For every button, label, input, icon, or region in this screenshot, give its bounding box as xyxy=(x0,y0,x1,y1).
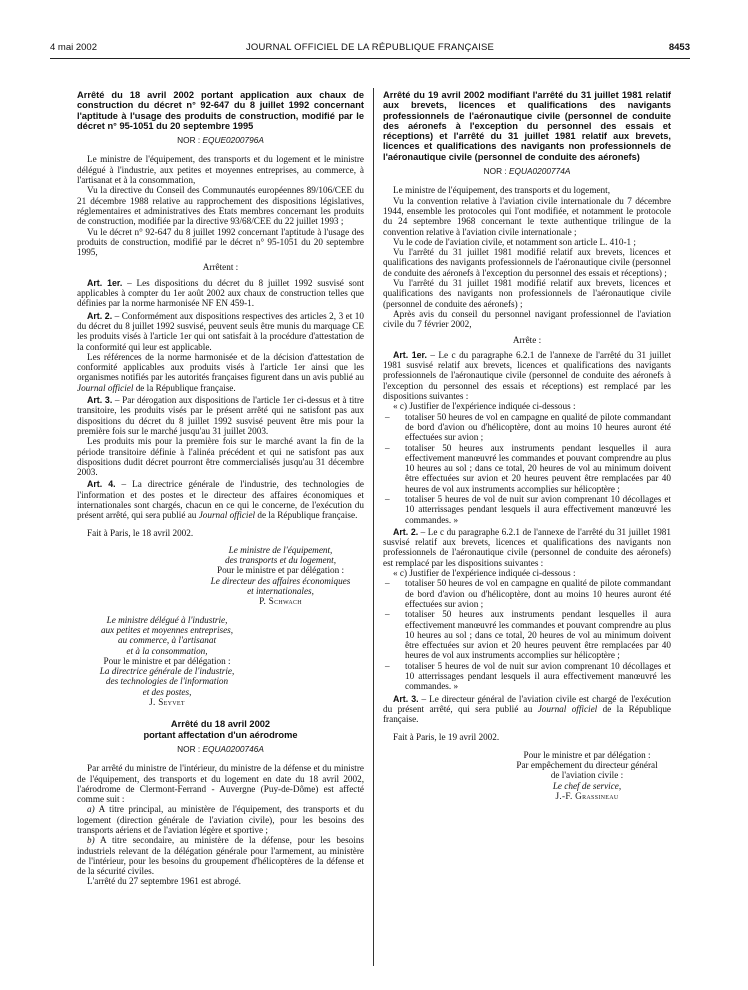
body-paragraph: a) A titre principal, au ministère de l'équipement, des transports et du logement (direction générale de l'aviation civile), pour les besoins des transports aériens et de l'aviation légère et sportive ; xyxy=(77,804,364,835)
signatory-name: P. Schwach xyxy=(259,596,302,607)
visa-paragraph: Vu la directive du Conseil des Communautés européennes 89/106/CEE du 21 décembre 1988 relative au rapprochement des dispositions législatives, réglementaires et administratives des Etats membres concernant les produits de construction, modifiée par la directive 93/68/CEE du 22 juillet 1993 ; xyxy=(77,185,364,227)
decree-title-aerodrome: Arrêté du 18 avril 2002 portant affectation d'un aérodrome xyxy=(143,719,298,740)
article-label: Art. 3. xyxy=(87,395,113,406)
visa-paragraph: Vu l'arrêté du 31 juillet 1981 modifié relatif aux brevets, licences et qualifications des navigants non professionnels de l'aéronautique civile (personnel de conduite des aéronefs) ; xyxy=(383,278,671,309)
list-item: – totaliser 5 heures de vol de nuit sur avion comprenant 10 décollages et 10 atterrissages pendant lesquels il aura effectivement manœuvré les commandes. » xyxy=(383,494,671,525)
signature-dgac: Pour le ministre et par délégation : Par empêchement du directeur général de l'aviation civile : Le chef de service, J.-F. Grassineau xyxy=(503,750,671,801)
nor-code: EQUA0200774A xyxy=(509,166,571,177)
arretent-heading: Arrêtent : xyxy=(202,262,239,273)
page-header xyxy=(50,42,690,58)
header-rule xyxy=(50,58,690,59)
list-item: – totaliser 50 heures aux instruments pendant lesquelles il aura effectivement manœuvré les commandes et pouvant comprendre au plus 10 heures au sol ; dans ce total, 20 heures de vol au minimum doivent être effectuées sur avion et 20 heures peuvent être remplacées par 40 heures de vol aux instruments accomplies sur hélicoptère ; xyxy=(383,609,671,660)
signature-minister-equipment: Le ministre de l'équipement, des transports et du logement, Pour le ministre et par délégation : Le directeur des affaires économiques et internationales, P. Schwach xyxy=(197,545,364,607)
article-intro: « c) Justifier de l'expérience indiquée ci-dessous : xyxy=(393,568,576,579)
page-number: 8453 xyxy=(668,42,690,53)
nor-code: EQUE0200796A xyxy=(202,135,264,146)
right-column xyxy=(383,90,671,801)
article-intro: « c) Justifier de l'expérience indiquée ci-dessous : xyxy=(393,401,576,412)
visa-paragraph: Vu l'arrêté du 31 juillet 1981 modifié relatif aux brevets, licences et qualifications des navigants professionnels de l'aéronautique civile (personnel de conduite des aéronefs à l'exception du personnel des essais et réceptions) ; xyxy=(383,247,671,278)
decree-title-chaux: Arrêté du 18 avril 2002 portant application aux chaux de construction du décret n° 92-647 du 8 juillet 1992 concernant l'aptitude à l'usage des produits de construction, modifié par le décret n° 95-1051 du 20 septembre 1995 xyxy=(77,90,364,131)
signatory-name: J.-F. Grassineau xyxy=(555,791,619,801)
list-item: – totaliser 50 heures de vol en campagne en qualité de pilote commandant de bord d'avion ou d'hélicoptère, dont au moins 10 heures auront été effectuées sur avion ; xyxy=(383,578,671,609)
article-2-paragraph: Les références de la norme harmonisée et de la décision d'attestation de conformité applicables aux produits visés à l'article 1er ainsi que les organismes notifiés par les autorités françaises figurent dans un avis publié au Journal officiel de la République française. xyxy=(77,351,364,393)
article-label: Art. 1er. xyxy=(87,277,123,288)
article-3: Art. 3. – Le directeur général de l'aviation civile est chargé de l'exécution du présent arrêté, qui sera publié au Journal officiel de la République française. xyxy=(383,693,672,725)
nor-reference: NOR : EQUE0200796A xyxy=(177,135,264,146)
visa-paragraph: Vu la convention relative à l'aviation civile internationale du 7 décembre 1944, ensemble les protocoles qui l'ont modifiée, et notamment le protocole du 24 septembre 1968 concernant le texte authentique trilingue de la convention relative à l'aviation civile internationale ; xyxy=(383,195,671,237)
list-item: – totaliser 50 heures aux instruments pendant lesquelles il aura effectivement manœuvré les commandes et pouvant comprendre au plus 10 heures au sol ; dans ce total, 20 heures de vol au minimum doivent être effectuées sur avion et 20 heures peuvent être remplacées par 40 heures de vol aux instruments accomplies sur hélicoptère ; xyxy=(383,443,671,494)
article-3: Art. 3. – Par dérogation aux dispositions de l'article 1er ci-dessus et à titre transitoire, les produits visés par le présent arrêté qui ne satisfont pas aux dispositions du décret du 8 juillet 1992 susvisé peuvent être mis pour la première fois sur le marché jusqu'au 31 juillet 2003. xyxy=(77,395,364,436)
signing-date: Fait à Paris, le 18 avril 2002. xyxy=(87,527,194,538)
visa-paragraph: Le ministre de l'équipement, des transports et du logement et le ministre délégué à l'industrie, aux petites et moyennes entreprises, au commerce, à l'artisanat et à la consommation, xyxy=(77,154,364,186)
signature-minister-industry: Le ministre délégué à l'industrie, aux petites et moyennes entreprises, au commerce, à l'artisanat et à la consommation, Pour le ministre et par délégation : La directrice générale de l'industrie, des technologies de l'information et des postes, J. Seyvet xyxy=(67,615,267,708)
article-2: Art. 2. – Le c du paragraphe 6.2.1 de l'annexe de l'arrêté du 31 juillet 1981 susvisé relatif aux brevets, licences et qualifications des navigants non professionnels de l'aéronautique civile (personnel de conduite des aéronefs) est remplacé par les dispositions suivantes : xyxy=(383,526,671,568)
visa-paragraph: Vu le décret n° 92-647 du 8 juillet 1992 concernant l'aptitude à l'usage des produits de construction, modifié par le décret n° 95-1051 du 20 septembre 1995, xyxy=(77,226,364,258)
article-4: Art. 4. – La directrice générale de l'industrie, des technologies de l'information et des postes et le directeur des affaires économiques et internationales sont chargés, chacun en ce qui le concerne, de l'exécution du présent arrêté, qui sera publié au Journal officiel de la République française. xyxy=(77,479,364,521)
visa-paragraph: Le ministre de l'équipement, des transports et du logement, xyxy=(393,185,610,196)
article-label: Art. 3. xyxy=(393,693,419,704)
list-item: – totaliser 50 heures de vol en campagne en qualité de pilote commandant de bord d'avion ou d'hélicoptère, dont au moins 10 heures auront été effectuées sur avion ; xyxy=(383,412,671,443)
body-paragraph: b) A titre secondaire, au ministère de la défense, pour les besoins industriels relevant de la délégation générale pour l'armement, au ministère de l'intérieur, pour les besoins du groupement d'hélicoptères de la défense et de la sécurité civiles. xyxy=(77,835,364,877)
list-item: – totaliser 5 heures de vol de nuit sur avion comprenant 10 décollages et 10 atterrissages pendant lesquels il aura effectivement manœuvré les commandes. » xyxy=(383,661,671,692)
column-divider xyxy=(373,88,374,966)
article-2: Art. 2. – Conformément aux dispositions respectives des articles 2, 3 et 10 du décret du 8 juillet 1992 susvisé, peuvent seuls être munis du marquage CE les produits visés à l'article 1er qui ont satisfait à la procédure d'attestation de la conformité qui leur est applicable. xyxy=(77,310,364,352)
signing-date: Fait à Paris, le 19 avril 2002. xyxy=(393,731,500,742)
visa-paragraph: Vu le code de l'aviation civile, et notamment son article L. 410-1 ; xyxy=(393,236,636,247)
arrete-heading: Arrête : xyxy=(512,334,542,345)
article-label: Art. 2. xyxy=(393,526,419,537)
header-date: 4 mai 2002 xyxy=(50,42,98,53)
article-1: Art. 1er. – Les dispositions du décret du 8 juillet 1992 susvisé sont applicables à compter du 1er août 2002 aux chaux de construction telles que définies par la norme harmonisée NF EN 459-1. xyxy=(77,277,365,309)
article-label: Art. 2. xyxy=(87,310,113,321)
body-paragraph: Par arrêté du ministre de l'intérieur, du ministre de la défense et du ministre de l'équipement, des transports et du logement en date du 18 avril 2002, l'aérodrome de Clermont-Ferrand - Auvergne (Puy-de-Dôme) est affecté comme suit : xyxy=(77,763,364,805)
left-column xyxy=(77,90,364,887)
article-label: Art. 1er. xyxy=(393,349,427,360)
requirements-list xyxy=(383,412,671,525)
requirements-list xyxy=(383,578,671,691)
decree-title-aviation: Arrêté du 19 avril 2002 modifiant l'arrêté du 31 juillet 1981 relatif aux brevets, licences et qualifications des navigants professionnels de l'aéronautique civile (personnel de conduite des aéronefs à l'exception du personnel des essais et réceptions) et l'arrêté du 31 juillet 1981 relatif aux brevets, licences et qualifications des navigants non professionnels de l'aéronautique civile (personnel de conduite des aéronefs) xyxy=(383,90,671,162)
nor-code: EQUA0200746A xyxy=(202,743,264,754)
nor-reference: NOR : EQUA0200746A xyxy=(177,743,264,754)
signature-block xyxy=(77,545,364,707)
article-3-paragraph: Les produits mis pour la première fois sur le marché avant la fin de la période transitoire définie à l'alinéa précédent et qui ne satisfont pas aux dispositions dudit décret pourront être commercialisés jusqu'au 31 décembre 2003. xyxy=(77,436,364,478)
visa-paragraph: Après avis du conseil du personnel navigant professionnel de l'aviation civile du 7 février 2002, xyxy=(383,308,671,330)
article-label: Art. 4. xyxy=(87,479,116,490)
article-1: Art. 1er. – Le c du paragraphe 6.2.1 de l'annexe de l'arrêté du 31 juillet 1981 susvisé relatif aux brevets, licences et qualifications des navigants professionnels de l'aéronautique civile (personnel de conduite des aéronefs à l'exception du personnel des essais et réceptions) est remplacé par les dispositions suivantes : xyxy=(383,349,672,402)
body-paragraph: L'arrêté du 27 septembre 1961 est abrogé. xyxy=(87,876,241,887)
journal-title: JOURNAL OFFICIEL DE LA RÉPUBLIQUE FRANÇAISE xyxy=(245,42,495,53)
signatory-name: J. Seyvet xyxy=(149,697,185,708)
nor-reference: NOR : EQUA0200774A xyxy=(483,166,571,177)
